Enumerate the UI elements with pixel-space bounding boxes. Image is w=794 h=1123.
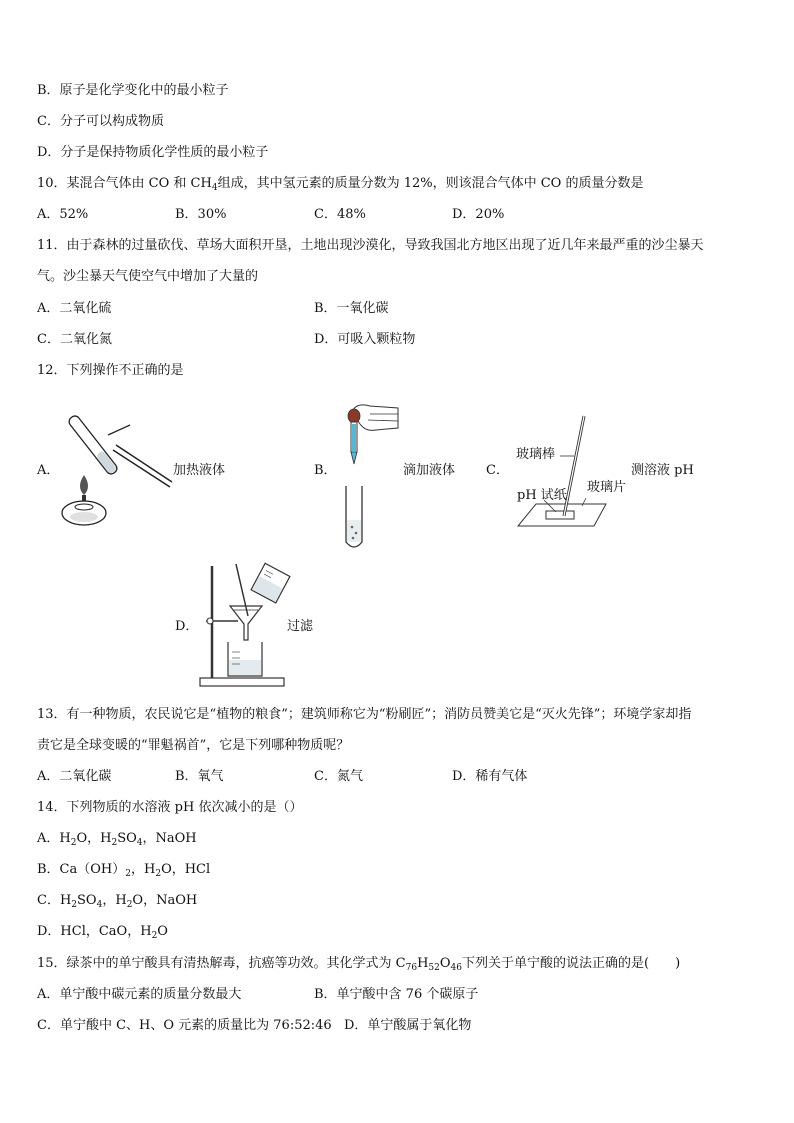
q15-stem-sub: 76 [405,963,418,973]
q12-option-b-letter: B． [314,463,337,478]
q10-option-c: C．48% [314,207,366,222]
ph-test-illustration [516,412,616,532]
q9-option-c: C．分子可以构成物质 [37,114,164,129]
q11-option-d: D．可吸入颗粒物 [314,332,416,347]
q14-b-part: O，HCl [161,862,211,877]
q14-b-sub: 2 [155,869,162,879]
q12-option-a-caption: 加热液体 [173,463,226,478]
q14-d-sub: 2 [151,931,158,941]
q12-option-c-letter: C． [486,463,509,478]
q15-option-a: A．单宁酸中碳元素的质量分数最大 [37,987,242,1002]
q15-stem-part: H [417,956,429,971]
q10-stem [37,175,643,193]
q14-a-part: A．H [37,831,71,846]
q14-c-part: O，NaOH [132,893,198,908]
q12-option-d-letter: D． [175,619,199,634]
q10-stem-part1: 10．某混合气体由 CO 和 CH [37,176,212,191]
q14-d-part: O [157,924,168,939]
q14-a-part: O，H [76,831,112,846]
q11-option-c: C．二氧化氮 [37,332,112,347]
q10-stem-subscript: 4 [211,183,218,193]
q12-stem: 12．下列操作不正确的是 [37,363,184,378]
q15-option-c: C．单宁酸中 C、H、O 元素的质量比为 76:52:46 [37,1018,332,1033]
heating-liquid-illustration [58,395,173,530]
q12-c-label-ph-paper: pH 试纸 [517,488,567,503]
q14-c-sub: 4 [96,900,103,910]
q13-option-c: C．氮气 [314,769,363,784]
q14-a-part: ，NaOH [142,831,197,846]
q10-stem-part2: 组成，其中氢元素的质量分数为 12%，则该混合气体中 CO 的质量分数是 [217,176,644,191]
q12-c-label-glass-rod: 玻璃棒 [516,447,556,462]
q15-stem-part: 下列关于单宁酸的说法正确的是( ) [462,956,681,971]
q14-a-sub: 2 [70,838,77,848]
q9-option-b: B．原子是化学变化中的最小粒子 [37,83,229,98]
q14-a-part: SO [117,831,137,846]
q14-option-a [37,830,197,848]
q12-option-d-caption: 过滤 [287,619,314,634]
q12-option-c-caption: 测溶液 pH [631,463,694,478]
q14-c-part: C．H [37,893,72,908]
q15-stem-part: O [439,956,451,971]
q11-option-b: B．一氧化碳 [314,301,389,316]
q14-a-sub: 2 [111,838,118,848]
q15-stem-sub: 52 [428,963,440,973]
q10-option-b: B．30% [175,207,227,222]
q15-stem [37,955,680,973]
filtration-illustration [198,562,288,690]
q11-stem-line1: 11．由于森林的过量砍伐、草场大面积开垦，土地出现沙漠化，导致我国北方地区出现了近几年来最严重的沙尘暴天 [37,238,704,253]
q14-c-part: SO [77,893,97,908]
q11-option-a: A．二氧化硫 [37,301,112,316]
q15-stem-part: 15．绿茶中的单宁酸具有清热解毒，抗癌等功效。其化学式为 C [37,956,406,971]
q13-option-a: A．二氧化碳 [37,769,112,784]
q14-option-c [37,892,197,910]
q14-d-part: D．HCl，CaO，H [37,924,152,939]
q12-c-label-glass-plate: 玻璃片 [587,480,627,495]
q14-a-sub: 4 [136,838,143,848]
q12-option-a-letter: A． [37,463,60,478]
q11-stem-line2: 气。沙尘暴天气使空气中增加了大量的 [37,269,259,284]
q14-c-sub: 2 [71,900,78,910]
q9-option-d: D．分子是保持物质化学性质的最小粒子 [37,145,269,160]
q14-stem: 14．下列物质的水溶液 pH 依次减小的是（） [37,800,303,815]
q10-option-d: D．20% [452,207,505,222]
q13-option-b: B．氧气 [175,769,224,784]
q10-option-a: A．52% [37,207,89,222]
q13-stem-line1: 13．有一种物质，农民说它是“植物的粮食”；建筑师称它为“粉刷匠”；消防员赞美它是“灭火先锋”；环境学家却指 [37,707,692,722]
q15-option-b: B．单宁酸中含 76 个碳原子 [314,987,479,1002]
q14-b-part: ，H [130,862,156,877]
q13-option-d: D．稀有气体 [452,769,528,784]
q14-b-sub: 2 [125,869,131,879]
q12-option-b-caption: 滴加液体 [403,463,456,478]
q14-c-sub: 2 [126,900,133,910]
q14-b-part: B．Ca（OH） [37,862,126,877]
q15-option-d: D．单宁酸属于氧化物 [344,1018,472,1033]
dropper-illustration [336,402,401,552]
q14-c-part: ，H [102,893,127,908]
q14-option-b [37,861,210,879]
q13-stem-line2: 责它是全球变暖的“罪魁祸首”，它是下列哪种物质呢？ [37,738,350,753]
q15-stem-sub: 46 [450,963,462,973]
q14-option-d [37,923,168,941]
